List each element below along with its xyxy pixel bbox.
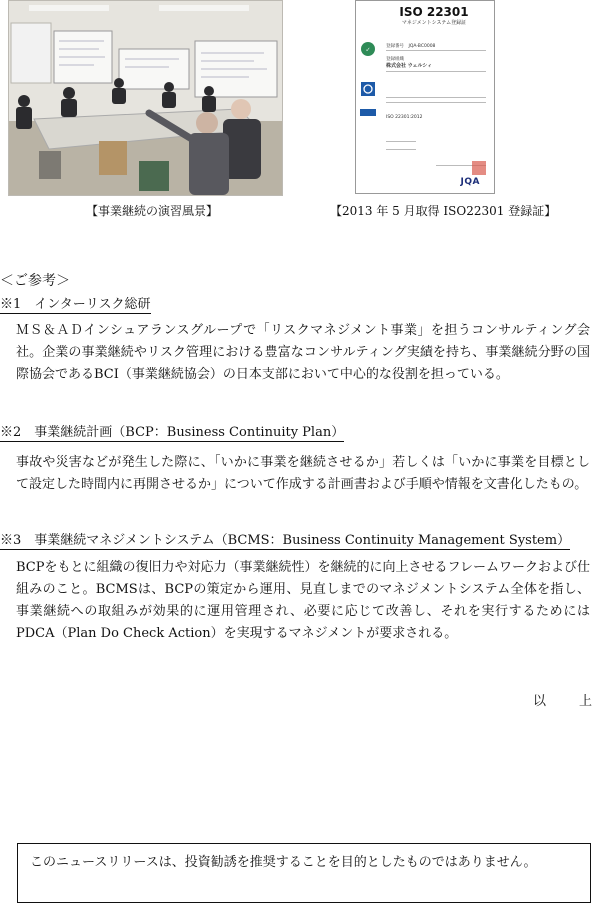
accreditation-label-icon xyxy=(360,105,376,121)
certificate-caption: 【2013 年 5 月取得 ISO22301 登録証】 xyxy=(330,204,557,218)
closing-mark: 以 上 xyxy=(532,694,602,709)
svg-text:✓: ✓ xyxy=(365,46,371,54)
note-2-heading: ※2 事業継続計画（BCP：Business Continuity Plan） xyxy=(0,421,344,442)
note-3-heading: ※3 事業継続マネジメントシステム（BCMS：Business Continuity Management System） xyxy=(0,529,570,550)
note-2-body: 事故や災害などが発生した際に、「いかに事業を継続させるか」若しくは「いかに事業を目標として設定した時間内に再開させるか」について作成する計画書および手順や情報を文書化したもの。 xyxy=(16,455,590,492)
iso-certificate-image: ISO 22301 マネジメントシステム登録証 ✓ 登録番号 JQA-BC0008 登録組織 株式会社 ウェルシィ ISO 22301:2012 JQA xyxy=(355,0,495,194)
certificate-title: ISO 22301 xyxy=(399,5,469,19)
certificate-standard: ISO 22301:2012 xyxy=(386,115,423,120)
note-1-heading: ※1 インターリスク総研 xyxy=(0,293,151,314)
training-scene-photo xyxy=(8,0,283,196)
certificate-organization: 株式会社 ウェルシィ xyxy=(386,63,433,69)
note-1-body: ＭＳ＆ＡＤインシュアランスグループで「リスクマネジメント事業」を担うコンサルティング会社。企業の事業継続やリスク管理における豊富なコンサルティング実績を持ち、事業継続分野の国際協会であるBCI（事業継続協会）の日本支部において中心的な役割を担っている。 xyxy=(16,323,590,382)
certificate-subtitle: マネジメントシステム登録証 xyxy=(401,20,467,26)
photo-caption: 【事業継続の演習風景】 xyxy=(86,204,219,218)
note-3-body: BCPをもとに組織の復旧力や対応力（事業継続性）を継続的に向上させるフレームワークおよび仕組みのこと。BCMSは、BCPの策定から運用、見直しまでのマネジメントシステム全体を指し、事業継続への取組みが効果的に運用管理され、必要に応じて改善し、それを実行するためにはPDCA（Plan Do Check Action）を実現するマネジメントが要求される。 xyxy=(16,560,590,641)
accreditation-mark-icon xyxy=(360,81,376,97)
jqa-logo: JQA xyxy=(460,177,480,187)
disclaimer-box: このニュースリリースは、投資勧誘を推奨することを目的としたものではありません。 xyxy=(17,843,591,903)
certificate-seal xyxy=(472,161,486,175)
certification-badge-icon xyxy=(360,41,376,57)
certificate-registration-no: JQA-BC0008 xyxy=(408,44,436,49)
reference-heading: ＜ご参考＞ xyxy=(0,273,70,289)
